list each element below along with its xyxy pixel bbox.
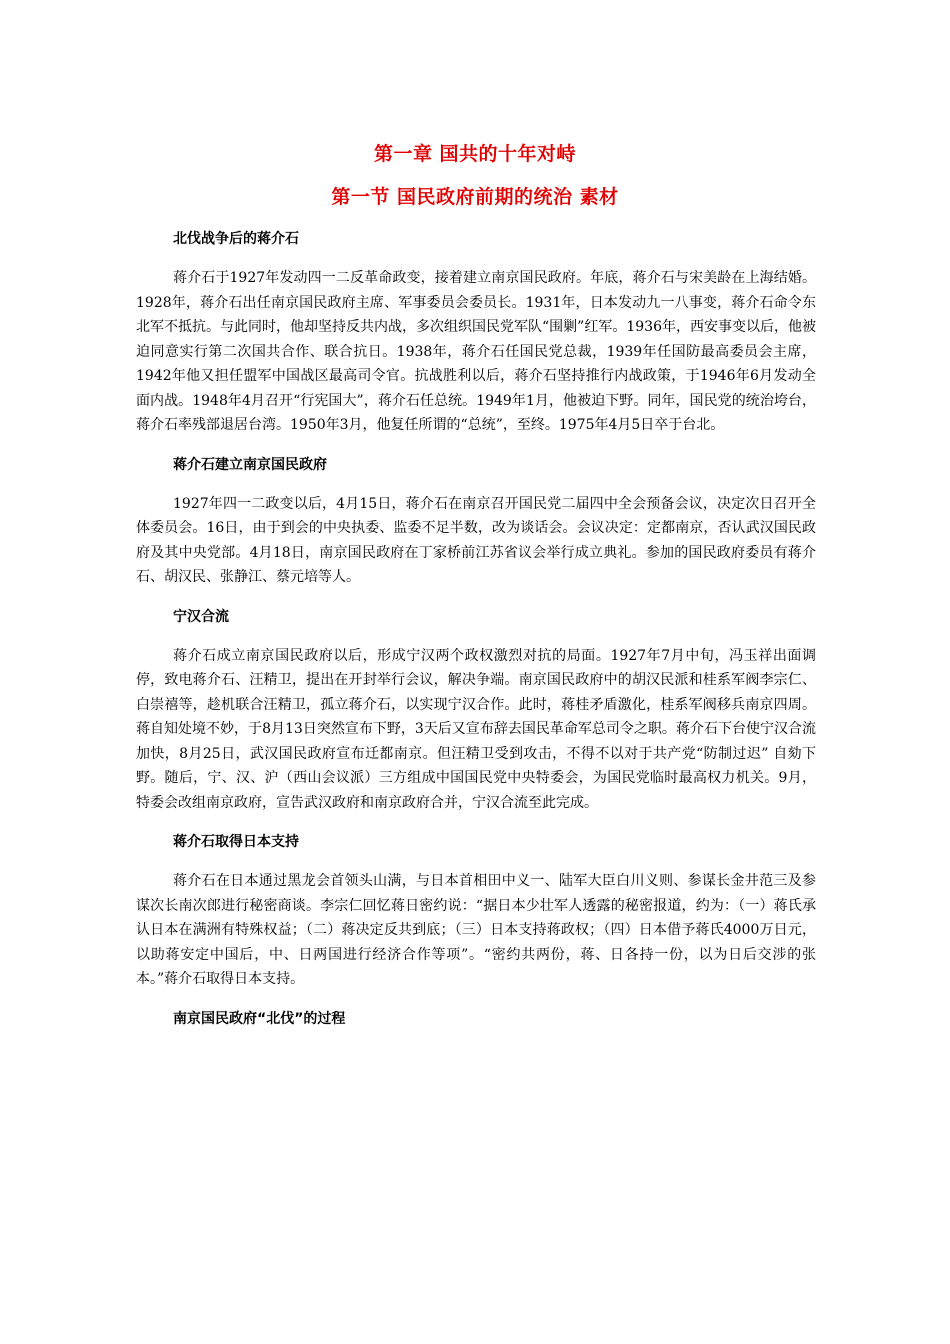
section-title: 第一节 国民政府前期的统治 素材 [331,186,619,208]
section-paragraph: 蒋介石成立南京国民政府以后，形成宁汉两个政权激烈对抗的局面。1927年7月中旬，冯玉祥出面调停，致电蒋介石、汪精卫，提出在开封举行会议，解决争端。南京国民政府中的胡汉民派和桂系军阀李宗仁、白崇禧等，趁机联合汪精卫，孤立蒋介石，以实现宁汉合作。此时，蒋桂矛盾激化，桂系军阀移兵南京四周。蒋自知处境不妙，于8月13日突然宣布下野，3天后又宣布辞去国民革命军总司令之职。蒋介石下台使宁汉合流加快，8月25日，武汉国民政府宣布迁都南京。但汪精卫受到攻击，不得不以对于共产党“防制过迟” 自劾下野。随后，宁、汉、沪（西山会议派）三方组成中国国民党中央特委会，为国民党临时最高权力机关。9月，特委会改组南京政府，宣告武汉政府和南京政府合并，宁汉合流至此完成。 [136,647,816,811]
section-heading: 蒋介石取得日本支持 [173,834,299,850]
section-paragraph: 1927年四一二政变以后，4月15日，蒋介石在南京召开国民党二届四中全会预备会议，决定次日召开全体委员会。16日，由于到会的中央执委、监委不足半数，改为谈话会。会议决定：定都南京，否认武汉国民政府及其中央党部。4月18日，南京国民政府在丁家桥前江苏省议会举行成立典礼。参加的国民政府委员有蒋介石、胡汉民、张静江、蔡元培等人。 [136,495,816,585]
section-heading: 蒋介石建立南京国民政府 [173,456,327,473]
section-heading: 宁汉合流 [173,608,229,625]
chapter-title: 第一章 国共的十年对峙 [373,143,577,165]
section-heading: 北伐战争后的蒋介石 [173,231,299,247]
document-body [136,226,816,1032]
section-heading: 南京国民政府“北伐”的过程 [173,1010,346,1027]
section-paragraph: 蒋介石在日本通过黑龙会首领头山满，与日本首相田中义一、陆军大臣白川义则、参谋长金井范三及参谋次长南次郎进行秘密商谈。李宗仁回忆蒋日密约说：“据日本少壮军人透露的秘密报道，约为：（一）蒋氏承认日本在满洲有特殊权益；（二）蒋决定反共到底；（三）日本支持蒋政权；（四）日本借予蒋氏4000万日元，以助蒋安定中国后，中、日两国进行经济合作等项”。“密约共两份，蒋、日各持一份，以为日后交涉的张本。”蒋介石取得日本支持。 [136,873,816,987]
section-paragraph: 蒋介石于1927年发动四一二反革命政变，接着建立南京国民政府。年底，蒋介石与宋美龄在上海结婚。1928年，蒋介石出任南京国民政府主席、军事委员会委员长。1931年，日本发动九一八事变，蒋介石命令东北军不抵抗。与此同时，他却坚持反共内战，多次组织国民党军队“围剿”红军。1936年，西安事变以后，他被迫同意实行第二次国共合作、联合抗日。1938年，蒋介石任国民党总裁，1939年任国防最高委员会主席，1942年他又担任盟军中国战区最高司令官。抗战胜利以后，蒋介石坚持推行内战政策，于1946年6月发动全面内战。1948年4月召开“行宪国大”，蒋介石任总统。1949年1月，他被迫下野。同年，国民党的统治垮台，蒋介石率残部退居台湾。1950年3月，他复任所谓的“总统”，至终。1975年4月5日卒于台北。 [136,270,816,433]
